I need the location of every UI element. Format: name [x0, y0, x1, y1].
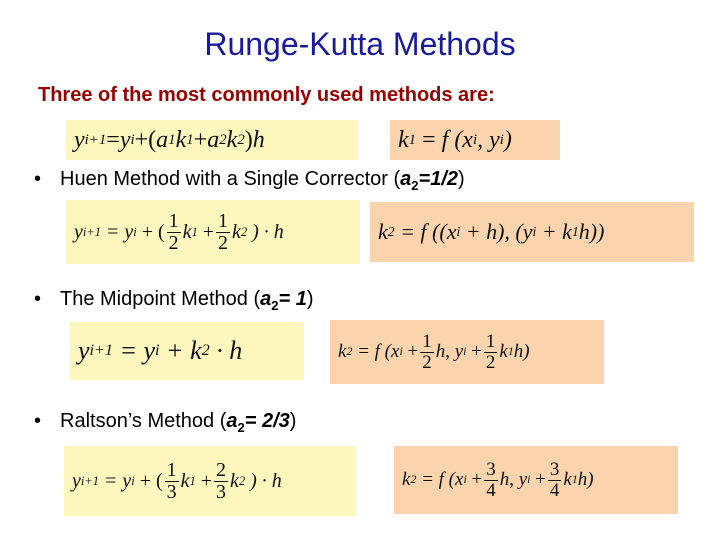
slide-title: Runge-Kutta Methods — [204, 26, 516, 62]
midpoint-k2-equation: k 2 = f (x i + $\frac{1}{2}$ h, y i + $\frac{1}{2}$ k 1 h) — [338, 330, 530, 373]
heun-y-equation-box — [66, 200, 360, 264]
heun-k2-equation: k 2 = f ((x i + h), (y i + k 1 h)) — [378, 219, 605, 244]
ralston-y-equation-box — [64, 446, 356, 516]
midpoint-k2-equation-box — [330, 320, 604, 384]
fraction: $\frac{1}{2}$ — [218, 209, 229, 254]
bullet-midpoint: • The Midpoint Method $(a_2= 1)$ — [34, 288, 314, 313]
fraction: $\frac{2}{3}$ — [216, 458, 227, 503]
bullet-ralston: • Raltson’s Method $(a_2= 2/3)$ — [34, 410, 297, 435]
k1-equation-box — [390, 120, 560, 160]
ralston-k2-equation: k 2 = f (x i + $\frac{3}{4}$ h, y i + $\frac{3}{4}$ k 1 h) — [402, 458, 594, 501]
slide-subtitle: Three of the most commonly used methods are: — [38, 84, 495, 106]
heun-y-equation: y i+1 = y i + ( $\frac{1}{2}$ k 1 + $\frac{1}{2}$ k 2 ) · h — [74, 209, 284, 254]
midpoint-y-equation: y i+1 = y i + k 2 · h — [78, 336, 243, 365]
bullet-heun: • Huen Method with a Single Corrector $(a_2=1/2)$ — [34, 168, 465, 193]
fraction: $\frac{1}{2}$ — [168, 209, 179, 254]
bullet-dot: • — [34, 410, 42, 432]
bullet-dot: • — [34, 168, 42, 190]
bullet-dot: • — [34, 288, 42, 310]
fraction: $\frac{3}{4}$ — [549, 458, 560, 501]
heun-k2-equation-box — [370, 202, 694, 262]
fraction: $\frac{1}{3}$ — [166, 458, 177, 503]
ralston-y-equation: y i+1 = y i + ( $\frac{1}{3}$ k 1 + $\frac{2}{3}$ k 2 ) · h — [72, 458, 282, 503]
ralston-k2-equation-box — [394, 446, 678, 514]
fraction: $\frac{1}{2}$ — [422, 330, 432, 373]
fraction: $\frac{3}{4}$ — [486, 458, 496, 501]
general-equation-box — [66, 120, 358, 160]
k1-equation: k 1 = f (x i , y i ) — [398, 126, 512, 153]
midpoint-y-equation-box — [70, 322, 304, 380]
general-y-equation: y i+1 = y i + ( a 1 k 1 + a 2 k 2 ) h — [74, 126, 265, 153]
fraction: $\frac{1}{2}$ — [485, 330, 496, 373]
